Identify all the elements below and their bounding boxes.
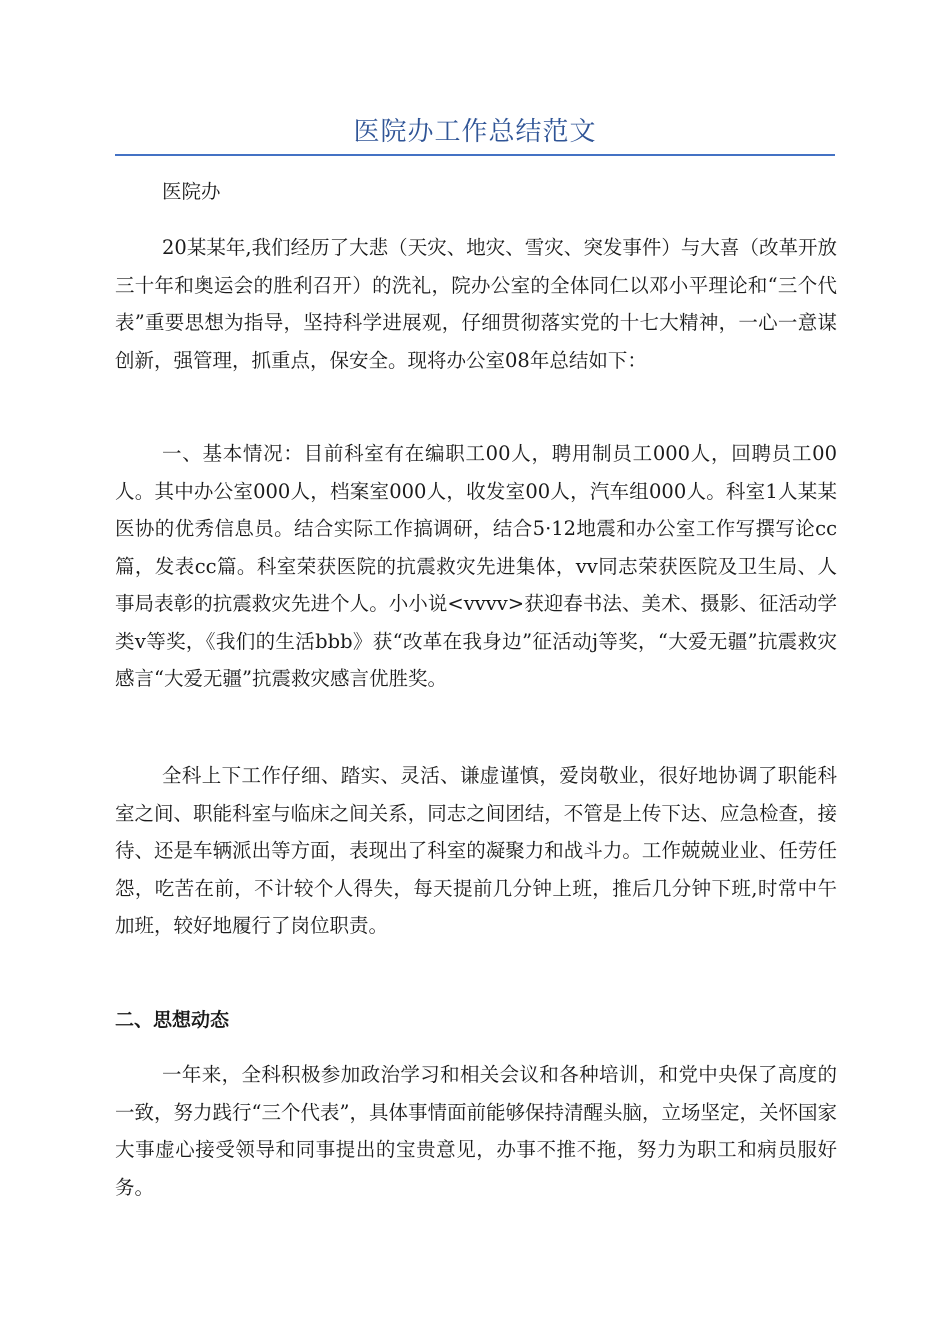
department-line: 医院办 — [162, 180, 221, 203]
paragraph-ideology: 一年来，全科积极参加政治学习和相关会议和各种培训，和党中央保了高度的一致，努力践行“三个代表”，具体事情面前能够保持清醒头脑，立场坚定，关怀国家大事虚心接受领导和同事提出的宝贵意见，办事不推不拖，努力为职工和病员服好务。 — [115, 1063, 837, 1199]
paragraph-basic-situation: 一、基本情况：目前科室有在编职工00人，聘用制员工000人，回聘员工00人。其中办公室000人，档案室000人，收发室00人，汽车组000人。科室1人某某医协的优秀信息员。结合实际工作搞调研，结合5·12地震和办公室工作写撰写论cc篇，发表cc篇。科室荣获医院的抗震救灾先进集体，vv同志荣获医院及卫生局、人事局表彰的抗震救灾先进个人。小小说<vvvv>获迎春书法、美术、摄影、征活动学类v等奖，《我们的生活bbb》获“改革在我身边”征活动j等奖，“大爱无疆”抗震救灾感言“大爱无疆”抗震救灾感言优胜奖。 — [115, 442, 837, 690]
title-underline — [115, 154, 835, 156]
paragraph-intro: 20某某年,我们经历了大悲（天灾、地灾、雪灾、突发事件）与大喜（改革开放三十年和奥运会的胜利召开）的洗礼，院办公室的全体同仁以邓小平理论和“三个代表”重要思想为指导，坚持科学进展观，仔细贯彻落实党的十七大精神，一心一意谋创新，强管理，抓重点，保安全。现将办公室08年总结如下： — [115, 236, 837, 372]
section-heading: 二、思想动态 — [115, 1009, 230, 1031]
document-title: 医院办工作总结范文 — [353, 117, 597, 147]
paragraph-work-attitude: 全科上下工作仔细、踏实、灵活、谦虚谨慎，爱岗敬业，很好地协调了职能科室之间、职能科室与临床之间关系，同志之间团结，不管是上传下达、应急检查，接待、还是车辆派出等方面，表现出了科室的凝聚力和战斗力。工作兢兢业业、任劳任怨，吃苦在前，不计较个人得失，每天提前几分钟上班，推后几分钟下班,时常中午加班，较好地履行了岗位职责。 — [115, 764, 837, 937]
